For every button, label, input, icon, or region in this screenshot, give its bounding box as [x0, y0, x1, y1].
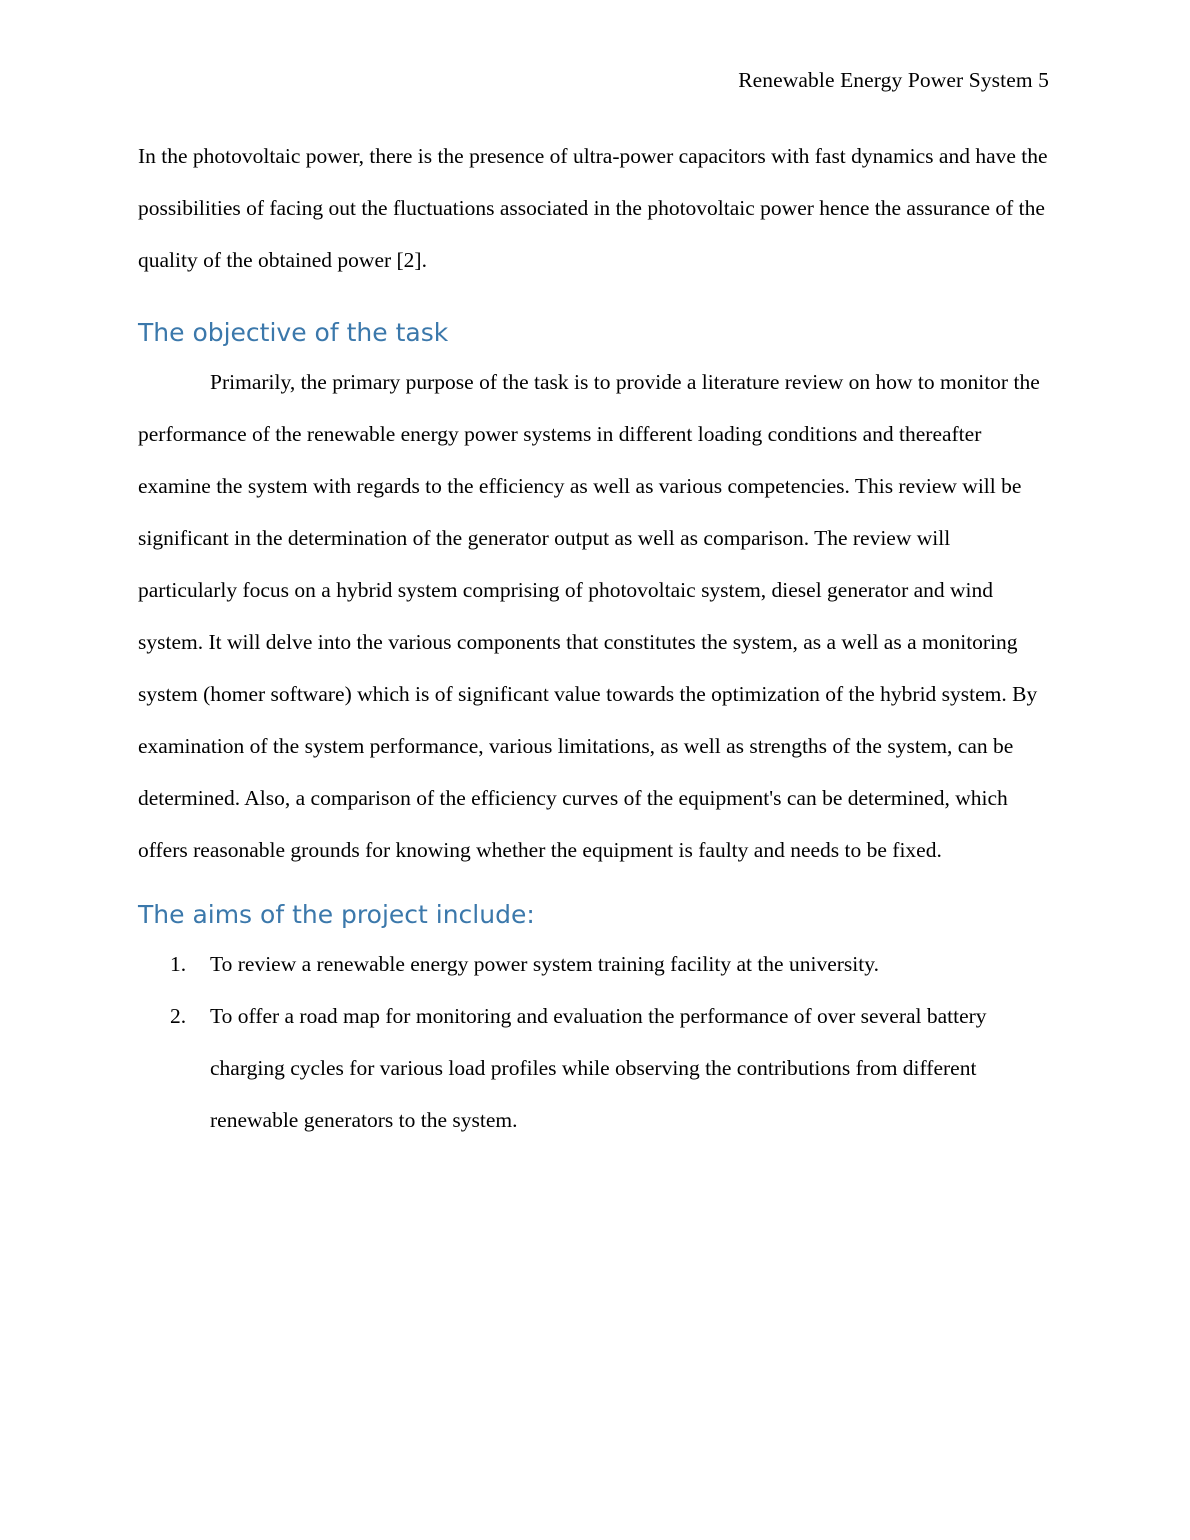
- list-item-number: 1.: [170, 952, 187, 976]
- page-content: [138, 130, 1053, 1146]
- paragraph-intro: In the photovoltaic power, there is the presence of ultra-power capacitors with fast dynamics and have the possibilities of facing out the fluctuations associated in the photovoltaic power hence the assurance of the quality of the obtained power [2].: [138, 144, 1048, 272]
- list-item-number: 2.: [170, 1004, 187, 1028]
- paragraph-objective-body: Primarily, the primary purpose of the task is to provide a literature review on how to monitor the performance of the renewable energy power systems in different loading conditions and thereafter examine the system with regards to the efficiency as well as various competencies. This review will be significant in the determination of the generator output as well as comparison. The review will particularly focus on a hybrid system comprising of photovoltaic system, diesel generator and wind system. It will delve into the various components that constitutes the system, as a well as a monitoring system (homer software) which is of significant value towards the optimization of the hybrid system. By examination of the system performance, various limitations, as well as strengths of the system, can be determined. Also, a comparison of the efficiency curves of the equipment's can be determined, which offers reasonable grounds for knowing whether the equipment is faulty and needs to be fixed.: [138, 370, 1040, 862]
- list-item: [138, 990, 1053, 1146]
- running-head: Renewable Energy Power System 5: [738, 68, 1049, 92]
- spacer: [138, 876, 1053, 898]
- list-item: [138, 938, 1053, 990]
- aims-list: [138, 938, 1053, 1146]
- list-item-text: To offer a road map for monitoring and evaluation the performance of over several battery charging cycles for various load profiles while observing the contributions from different renewable generators to the system.: [210, 1004, 987, 1132]
- spacer: [138, 286, 1053, 316]
- heading-objective: The objective of the task: [138, 318, 449, 347]
- heading-aims: The aims of the project include:: [138, 900, 535, 929]
- list-item-text: To review a renewable energy power system training facility at the university.: [210, 952, 879, 976]
